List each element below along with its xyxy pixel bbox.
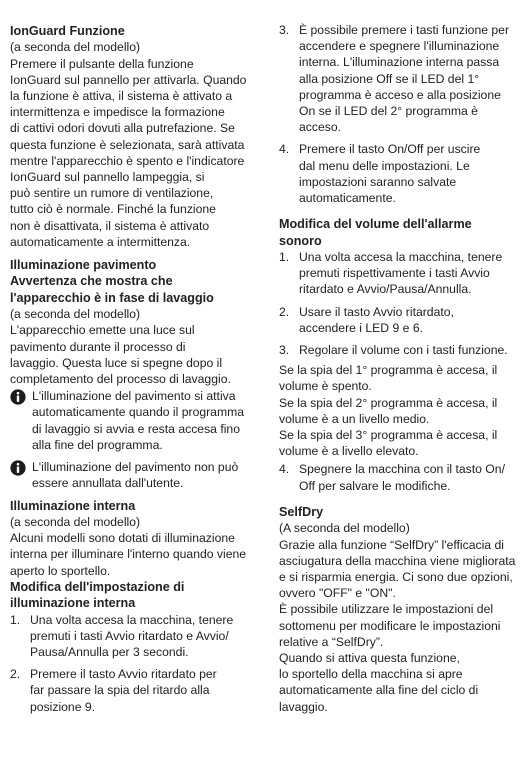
text-line: premuti i tasti Avvio ritardato e Avvio/ (30, 628, 229, 643)
text-line: premuti rispettivamente i tasti Avvio (299, 266, 490, 281)
text-line: alla posizione Off se il LED del 1° (299, 71, 480, 86)
step-number: 2. (279, 304, 290, 319)
text-line: non è disattivata, il sistema è attivato (10, 218, 210, 233)
text-line: accendere e spegnere l'illuminazione (299, 39, 500, 54)
text-line: È possibile premere i tasti funzione per (299, 23, 510, 37)
title-line: l'apparecchio è in fase di lavaggio (10, 290, 214, 305)
selfdry-section (279, 504, 523, 715)
volume-info (279, 362, 523, 459)
text-line: alla fine del programma. (32, 437, 163, 452)
text-line: far passare la spia del ritardo alla (30, 683, 210, 698)
text-line: sottomenu per modificare le impostazioni (279, 618, 501, 633)
text-line: Se la spia del 3° programma è accesa, il (279, 428, 498, 443)
text-line: IonGuard sul pannello lampeggia, si (10, 170, 205, 185)
numbered-step (279, 141, 523, 206)
text-line: L'illuminazione del pavimento non può (32, 460, 239, 475)
text-line: Spegnere la macchina con il tasto On/ (299, 462, 505, 477)
text-line: È possibile utilizzare le impostazioni del (279, 602, 494, 617)
text-line: interna. L'illuminazione interna passa (299, 55, 500, 70)
text-line: ritardato e Avvio/Pausa/Annulla. (299, 282, 472, 297)
ionguard-subtitle: (a seconda del modello) (10, 40, 141, 55)
info-note (10, 388, 268, 453)
text-line: di lavaggio si avvia e resta accesa fino (32, 421, 240, 436)
modify-interior-light-section (10, 579, 268, 715)
text-line: posizione 9. (30, 699, 96, 714)
floor-light-section (10, 257, 268, 491)
text-line: L'apparecchio emette una luce sul (10, 323, 195, 338)
text-line: automaticamente alla fine del ciclo di (279, 683, 479, 698)
text-line: dal menu delle impostazioni. Le (299, 158, 470, 173)
text-line: pavimento durante il processo di (10, 339, 186, 354)
floor-light-title (10, 257, 268, 306)
text-line: Premere il tasto Avvio ritardato per (30, 667, 217, 682)
ionguard-section (10, 23, 268, 250)
title-line: sonoro (279, 233, 322, 248)
numbered-step (279, 304, 523, 336)
step-number: 2. (10, 667, 21, 682)
text-line: lavaggio. (279, 699, 328, 714)
text-line: Pausa/Annulla per 3 secondi. (30, 644, 189, 659)
text-line: automaticamente a intermittenza. (10, 234, 191, 249)
numbered-step (10, 666, 268, 715)
interior-light-section (10, 498, 268, 579)
text-line: automaticamente. (299, 191, 396, 206)
text-line: lavaggio. Questa luce si spegne dopo il (10, 355, 223, 370)
text-line: programma è acceso e alla posizione (299, 87, 501, 102)
alarm-volume-title (279, 216, 523, 249)
numbered-step (10, 612, 268, 661)
title-line: Modifica del volume dell'allarme (279, 217, 472, 232)
step-number: 1. (279, 250, 290, 265)
text-line: accendere i LED 9 e 6. (299, 320, 423, 335)
modify-interior-light-title (10, 579, 268, 612)
text-line: Una volta accesa la macchina, tenere (299, 250, 503, 265)
alarm-volume-section (279, 216, 523, 494)
title-line: illuminazione interna (10, 596, 136, 611)
text-line: impostazioni saranno salvate (299, 174, 457, 189)
text-line: ovvero "OFF" e "ON". (279, 586, 396, 601)
text-line: Grazie alla funzione “SelfDry” l'efficacia di (279, 537, 504, 552)
text-line: questa funzione è selezionata, sarà attivata (10, 137, 245, 152)
text-line: Se la spia del 1° programma è accesa, il (279, 363, 498, 378)
selfdry-title: SelfDry (279, 504, 324, 519)
numbered-step (279, 249, 523, 298)
text-line: asciugatura della macchina viene migliorata (279, 553, 516, 568)
interior-light-subtitle: (a seconda del modello) (10, 514, 141, 529)
ionguard-body (10, 56, 268, 250)
left-column (10, 23, 268, 721)
info-note (10, 459, 268, 491)
text-line: Una volta accesa la macchina, tenere (30, 612, 234, 627)
text-line: mentre l'apparecchio è spento e l'indicatore (10, 153, 245, 168)
floor-light-subtitle: (a seconda del modello) (10, 307, 141, 322)
selfdry-subtitle: (A seconda del modello) (279, 521, 410, 536)
text-line: può sentire un rumore di ventilazione, (10, 186, 214, 201)
step-number: 4. (279, 462, 290, 477)
text-line: Quando si attiva questa funzione, (279, 650, 460, 665)
text-line: Alcuni modelli sono dotati di illuminazione (10, 531, 235, 546)
text-line: completamento del processo di lavaggio. (10, 372, 231, 387)
title-line: Avvertenza che mostra che (10, 274, 173, 289)
step-number: 3. (279, 343, 290, 358)
step-number: 4. (279, 142, 290, 157)
text-line: aperto lo sportello. (10, 563, 111, 578)
text-line: IonGuard sul pannello per attivarla. Quando (10, 72, 247, 87)
ionguard-title: IonGuard Funzione (10, 24, 125, 38)
text-line: tutto ciò è normale. Finché la funzione (10, 202, 216, 217)
text-line: Regolare il volume con i tasti funzione. (299, 343, 508, 358)
text-line: L'illuminazione del pavimento si attiva (32, 389, 236, 404)
numbered-step (279, 461, 523, 493)
text-line: Off per salvare le modifiche. (299, 478, 451, 493)
info-icon (10, 460, 26, 476)
title-line: Modifica dell'impostazione di (10, 579, 185, 594)
right-column (279, 22, 523, 715)
step-number: 3. (279, 23, 290, 37)
text-line: interna per illuminare l'interno quando viene (10, 547, 247, 562)
text-line: Premere il pulsante della funzione (10, 56, 194, 71)
numbered-step (279, 342, 523, 358)
text-line: Premere il tasto On/Off per uscire (299, 142, 481, 157)
numbered-step (279, 22, 523, 135)
text-line: Se la spia del 2° programma è accesa, il (279, 395, 498, 410)
text-line: volume è spento. (279, 379, 372, 394)
step-number: 1. (10, 612, 21, 627)
text-line: e si risparmia energia. Ci sono due opzioni, (279, 569, 513, 584)
text-line: volume è a un livello medio. (279, 411, 430, 426)
title-line: Illuminazione pavimento (10, 258, 157, 273)
text-line: automaticamente quando il programma (32, 405, 245, 420)
text-line: acceso. (299, 120, 342, 135)
text-line: volume è a livello elevato. (279, 444, 419, 459)
text-line: essere annullata dall'utente. (32, 476, 184, 491)
text-line: Usare il tasto Avvio ritardato, (299, 304, 454, 319)
text-line: intermittenza e impedisce la formazione (10, 105, 225, 120)
interior-light-title: Illuminazione interna (10, 498, 136, 513)
info-icon (10, 389, 26, 405)
text-line: di cattivi odori dovuti alla putrefazione. Se (10, 121, 235, 136)
text-line: relative a “SelfDry”. (279, 634, 384, 649)
text-line: lo sportello della macchina si apre (279, 667, 463, 682)
text-line: la funzione è attiva, il sistema è attivato a (10, 89, 233, 104)
text-line: On se il LED del 2° programma è (299, 104, 478, 119)
